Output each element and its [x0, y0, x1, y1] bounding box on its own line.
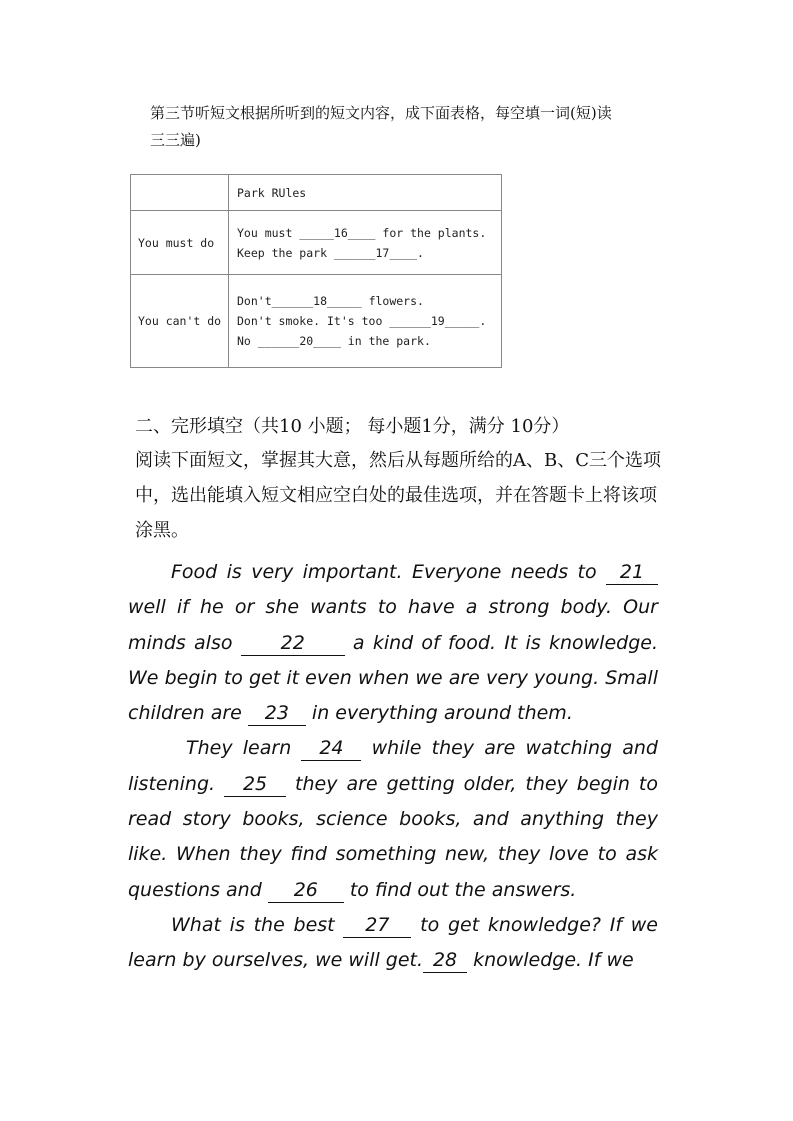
- blank-27: 27: [343, 913, 411, 938]
- passage-text: What is the best: [171, 913, 344, 936]
- blank-24: 24: [301, 736, 361, 761]
- cloze-passage: [128, 555, 658, 979]
- row-label: You must do: [131, 211, 229, 275]
- table-header-row: [131, 175, 502, 211]
- rule-text: for the plants.: [375, 225, 487, 240]
- rule-text: No: [237, 334, 258, 348]
- rule-text: .: [417, 245, 424, 260]
- rule-text: Don't smoke. It's too: [237, 314, 390, 328]
- blank-21: 21: [606, 560, 658, 585]
- row-label: You can't do: [131, 275, 229, 368]
- table-row-cant: [131, 275, 502, 368]
- rule-line-16: [237, 223, 501, 243]
- blank-17: ______17____: [333, 245, 418, 260]
- passage-paragraph-3: [128, 908, 658, 979]
- blank-19: ______19_____: [389, 314, 480, 328]
- passage-text: they are getting older, they begin to read story books, science books, and anything they like. When they find something new, they love to ask questions and: [128, 772, 658, 901]
- table-row-must: [131, 211, 502, 275]
- passage-text: in everything around them.: [305, 702, 573, 725]
- passage-text: a kind of food. It is knowledge. We begin to get it even when we are very young. Small children are: [128, 631, 658, 725]
- blank-26: 26: [268, 878, 344, 903]
- header-cell: Park RUles: [229, 175, 502, 211]
- passage-text: They learn: [186, 737, 302, 760]
- park-rules-table: [130, 174, 502, 368]
- row-content: [229, 275, 502, 368]
- rule-text: flowers.: [361, 294, 424, 308]
- rule-line-17: [237, 243, 501, 263]
- passage-text: Food is very important. Everyone needs to: [171, 561, 606, 583]
- rule-text: in the park.: [340, 334, 431, 348]
- header-empty-cell: [131, 175, 229, 211]
- rule-text: .: [479, 314, 487, 328]
- rule-line-19: [237, 311, 501, 331]
- blank-23: 23: [248, 701, 306, 726]
- passage-text: while they are watching and listening.: [128, 737, 658, 795]
- blank-22: 22: [241, 631, 345, 656]
- rule-text: Don't: [237, 294, 272, 308]
- section3-title-line2: 三三遍): [150, 131, 201, 149]
- passage-text: to find out the answers.: [343, 878, 577, 901]
- rule-text: Keep the park: [237, 245, 334, 260]
- passage-text: knowledge. If we: [467, 949, 634, 972]
- blank-25: 25: [224, 772, 286, 797]
- blank-20: ______20____: [257, 334, 341, 348]
- blank-28: 28: [423, 948, 467, 973]
- blank-18: ______18_____: [271, 294, 362, 308]
- passage-paragraph-1: [128, 555, 658, 731]
- section3-title-line1: 第三节听短文根据所听到的短文内容，成下面表格，每空填一词(短)读: [150, 104, 612, 122]
- passage-paragraph-2: [128, 731, 658, 907]
- blank-16: _____16____: [299, 225, 376, 240]
- rule-line-18: [237, 291, 501, 311]
- section2-instructions: 阅读下面短文，掌握其大意，然后从每题所给的A、B、C三个选项中，选出能填入短文相应空白处的最佳选项，并在答题卡上将该项涂黑。: [135, 450, 661, 541]
- row-content: [229, 211, 502, 275]
- section3-title: [150, 100, 670, 154]
- passage-text: to get knowledge? If we learn by ourselves, we will get.: [128, 913, 658, 972]
- rule-line-20: [237, 331, 501, 351]
- rule-text: You must: [237, 225, 300, 240]
- passage-text: well if he or she wants to have a strong body. Our minds also: [128, 596, 658, 654]
- section2-heading: 二、完形填空（共10 小题； 每小题1分，满分 10分）: [135, 416, 570, 437]
